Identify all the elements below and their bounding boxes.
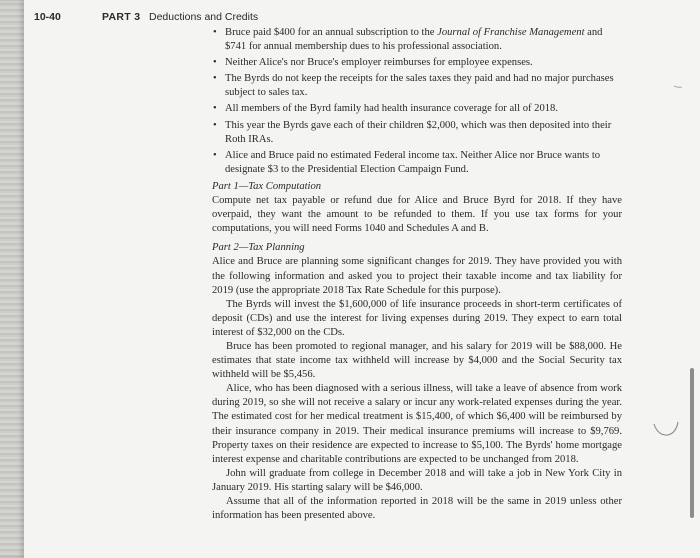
bullet-item: • All members of the Byrd family had health insurance coverage for all of 2018. xyxy=(212,102,622,116)
bullet-icon: • xyxy=(213,73,217,85)
page-content xyxy=(212,26,622,523)
book-binding-edge xyxy=(0,0,24,558)
part-title: Deductions and Credits xyxy=(149,11,259,23)
bullet-item: • Alice and Bruce paid no estimated Federal income tax. Neither Alice nor Bruce wants to designate $3 to the Presidential Election Campaign Fund. xyxy=(213,149,601,175)
part2-paragraph: Alice, who has been diagnosed with a serious illness, will take a leave of absence from work during 2019, so she will not receive a salary or incur any work-related expenses during the year. The estimated cost for her medical treatment is $15,400, of which $6,400 will be reimbursed by their insurance company in 2019. Their medical insurance premiums will increase to $9,769. Property taxes on their residence are expected to increase to $5,100. The Byrds' home mortgage interest expense and charitable contributions are expected to be unchanged from 2018. xyxy=(212,383,622,465)
bullet-item: • Neither Alice's nor Bruce's employer reimburses for employee expenses. xyxy=(212,56,622,70)
curved-margin-mark xyxy=(652,420,680,440)
vertical-scrollbar[interactable] xyxy=(690,368,694,518)
part2-paragraph: Assume that all of the information reported in 2018 will be the same in 2019 unless other information has been presented above. xyxy=(212,496,622,522)
part2-paragraph: Alice and Bruce are planning some significant changes for 2019. They have provided you with the following information and asked you to project their taxable income and tax liability for 2019 (use the appropriate 2018 Tax Rate Schedule for this purpose). xyxy=(212,256,622,296)
margin-tick-mark xyxy=(673,85,683,89)
part2-paragraph: The Byrds will invest the $1,600,000 of life insurance proceeds in short-term certificates of deposit (CDs) and use the interest for living expenses during 2019. They expect to earn total interest of $32,000 on the CDs. xyxy=(212,298,622,338)
bullet-icon: • xyxy=(213,27,217,38)
facts-bullet-list xyxy=(212,26,622,177)
part2-title: Part 2—Tax Planning xyxy=(212,242,305,254)
part1-body: Compute net tax payable or refund due for Alice and Bruce Byrd for 2018. If they have overpaid, they want the amount to be refunded to them. If you use tax forms for your computations, you will need Forms 1040 and Schedules A and B. xyxy=(212,195,622,235)
page-header xyxy=(34,11,259,25)
bullet-icon: • xyxy=(213,119,217,131)
bullet-item: • This year the Byrds gave each of their children $2,000, which was then deposited into their Roth IRAs. xyxy=(213,119,612,145)
part-label: PART 3 xyxy=(102,11,141,23)
bullet-icon: • xyxy=(213,149,217,161)
journal-title: Journal of Franchise Management xyxy=(437,27,585,38)
bullet-item: • The Byrds do not keep the receipts for the sales taxes they paid and had no major purchases subject to sales tax. xyxy=(213,73,614,99)
part2-paragraph: Bruce has been promoted to regional manager, and his salary for 2019 will be $88,000. He estimates that state income tax withheld will increase by $4,000 and the Social Security tax withheld will be $5,456. xyxy=(212,340,622,381)
part2-paragraph: John will graduate from college in December 2018 and will take a job in New York City in January 2019. His starting salary will be $46,000. xyxy=(212,467,622,493)
bullet-icon: • xyxy=(213,57,217,69)
bullet-item: • Bruce paid $400 for an annual subscription to the Journal of Franchise Management and $741 for annual membership dues to his professional association. xyxy=(213,27,603,53)
bullet-icon: • xyxy=(213,103,217,115)
page-number: 10-40 xyxy=(34,11,61,23)
part1-title: Part 1—Tax Computation xyxy=(212,180,322,192)
